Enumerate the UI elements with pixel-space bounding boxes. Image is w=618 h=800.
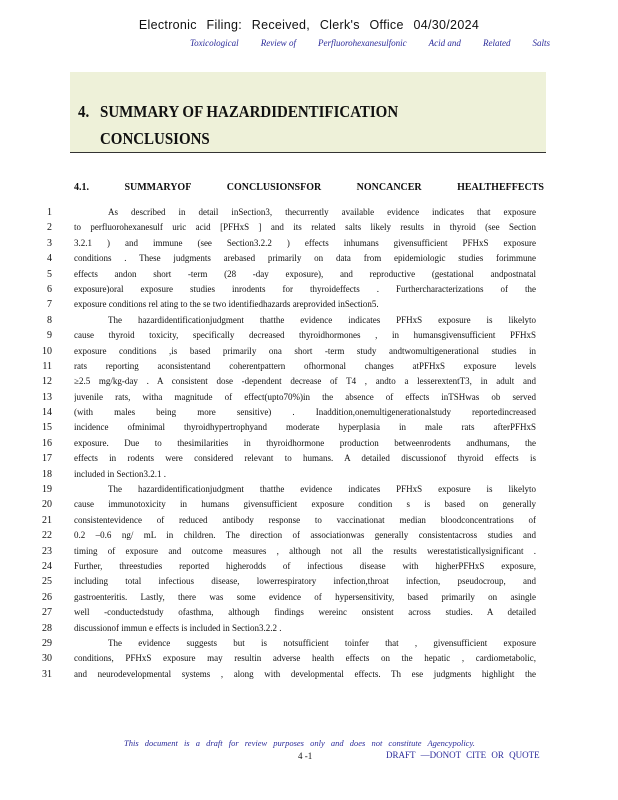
text-line	[0, 621, 618, 636]
chapter-title-box	[70, 72, 546, 153]
subtitle-part: Toxicological	[190, 38, 239, 48]
subtitle-part: Salts	[532, 38, 550, 48]
line-number: 5	[47, 268, 52, 280]
line-number: 19	[42, 484, 52, 496]
line-number: 13	[42, 391, 52, 403]
text-line	[0, 220, 618, 235]
line-text: As described in detail inSection3, thecurrently available evidence indicates that exposure	[108, 207, 536, 217]
text-line	[0, 605, 618, 620]
subtitle-part: Perfluorohexanesulfonic	[317, 38, 407, 48]
line-text: cause thyroid toxicity, specifically decreased thyroidhormones , in humansgivensufficient PFHxS	[74, 330, 536, 341]
text-line	[0, 405, 618, 420]
line-text: exposure conditions ,is based primarily ona short -term study andtwomultigenerational studies in	[74, 345, 536, 356]
text-line	[0, 390, 618, 405]
line-text: including total infectious disease, lowerrespiratory infection,throat infection, pseudocroup, and	[74, 576, 536, 587]
section-title-word: CONCLUSIONSFOR	[226, 182, 322, 193]
line-number: 21	[42, 514, 52, 526]
line-number: 30	[42, 653, 52, 665]
line-number: 26	[42, 591, 52, 603]
chapter-title-line1: SUMMARY OF HAZARDIDENTIFICATION	[100, 102, 399, 121]
text-line	[0, 482, 618, 497]
line-text: and neurodevelopmental systems , along with developmental effects. Th ese judgments highlight the	[74, 668, 536, 679]
line-number: 20	[42, 499, 52, 511]
line-text: incidence ofminimal thyroidhypertrophyand moderate hyperplasia in male rats afterPFHxS	[74, 422, 536, 433]
line-text: The hazardidentificationjudgment thatthe evidence indicates PFHxS exposure is likelyto	[108, 314, 536, 325]
text-line	[0, 328, 618, 343]
numbered-body-text	[0, 205, 618, 682]
text-line	[0, 344, 618, 359]
line-text: well -conductedstudy ofasthma, although findings wereinc onsistent across studies. A detailed	[74, 607, 536, 618]
draft-disclaimer: This document is a draft for review purposes only and does not constitute Agencypolicy.	[124, 738, 475, 748]
text-line	[0, 359, 618, 374]
text-line	[0, 251, 618, 266]
line-number: 16	[42, 437, 52, 449]
line-text: 3.2.1 ) and immune (see Section3.2.2 ) effects inhumans givensufficient PFHxS exposure	[74, 237, 536, 248]
line-text: conditions, PFHxS exposure may resultin adverse health effects on the hepatic , cardiometabolic,	[74, 653, 536, 664]
line-text: discussionof immun e effects is included in Section3.2.2 .	[74, 622, 282, 633]
line-text: Further, threestudies reported higherodds of infectious disease with higherPFHxS exposure,	[74, 560, 536, 571]
subtitle-part: Review of	[260, 38, 296, 48]
text-line	[0, 467, 618, 482]
section-number: 4.1.	[74, 182, 89, 193]
page-number: 4 -1	[298, 751, 313, 761]
line-text: effects in rodents were considered relevant to humans. A detailed discussionof thyroid effects is	[74, 453, 536, 464]
text-line	[0, 513, 618, 528]
text-line	[0, 590, 618, 605]
line-text: included in Section3.2.1 .	[74, 468, 166, 479]
line-text: gastroenteritis. Lastly, there was some evidence of hypersensitivity, based primarily on asingle	[74, 591, 536, 602]
text-line	[0, 436, 618, 451]
text-line	[0, 497, 618, 512]
text-line	[0, 544, 618, 559]
line-number: 10	[42, 345, 52, 357]
line-text: to perfluorohexanesulf uric acid [PFHxS ] and its related salts likely results in thyroid (see Section	[74, 222, 536, 233]
line-text: consistentevidence of reduced antibody response to vaccinationat median bloodconcentrations of	[74, 514, 536, 525]
line-text: (with males being more sensitive) . Inaddition,onemultigenerationalstudy reportedincreased	[74, 407, 536, 418]
line-text: effects andon short -term (28 -day exposure), and reproductive (gestational andpostnatal	[74, 268, 536, 279]
line-number: 9	[47, 330, 52, 342]
line-text: cause immunotoxicity in humans givensufficient exposure condition s is based on generally	[74, 499, 536, 510]
line-number: 11	[42, 360, 52, 372]
chapter-title-line2: CONCLUSIONS	[100, 129, 210, 148]
line-number: 3	[47, 237, 52, 249]
line-text: The evidence suggests but is notsufficient toinfer that , givensufficient exposure	[108, 637, 536, 648]
text-line	[0, 297, 618, 312]
line-number: 17	[42, 453, 52, 465]
text-line	[0, 559, 618, 574]
line-text: ≥2.5 mg/kg-day . A consistent dose -dependent decrease of T4 , andto a lesserextentT3, in adult and	[74, 376, 536, 387]
line-text: The hazardidentificationjudgment thatthe evidence indicates PFHxS exposure is likelyto	[108, 484, 536, 495]
section-title-word: NONCANCER	[356, 182, 422, 193]
line-number: 12	[42, 376, 52, 388]
line-number: 1	[47, 207, 52, 218]
chapter-title	[78, 98, 500, 152]
document-subtitle	[190, 38, 550, 48]
section-heading	[74, 182, 544, 193]
text-line	[0, 420, 618, 435]
line-number: 23	[42, 545, 52, 557]
line-text: juvenile rats, witha magnitude of effect(upto70%)in the absence of effects inTSHwas ob served	[74, 391, 536, 402]
line-number: 22	[42, 530, 52, 542]
chapter-number: 4.	[78, 102, 90, 121]
line-number: 29	[42, 637, 52, 649]
line-text: conditions . These judgments arebased primarily on data from epidemiologic studies forimmune	[74, 253, 536, 264]
line-text: exposure)oral exposure studies inrodents for thyroideffects . Furthercharacterizations of the	[74, 283, 536, 294]
line-number: 7	[47, 299, 52, 311]
filing-header: Electronic Filing: Received, Clerk's Office 04/30/2024	[138, 18, 480, 32]
line-number: 8	[47, 314, 52, 326]
line-number: 27	[42, 607, 52, 619]
text-line	[0, 667, 618, 682]
draft-notice: DRAFT —DONOT CITE OR QUOTE	[386, 750, 540, 760]
line-number: 4	[47, 253, 52, 265]
text-line	[0, 282, 618, 297]
text-line	[0, 313, 618, 328]
line-number: 15	[42, 422, 52, 434]
line-text: exposure conditions rel ating to the se two identifiedhazards areprovided inSection5.	[74, 299, 379, 310]
section-title-word: HEALTHEFFECTS	[457, 182, 544, 193]
subtitle-part: Acid and	[428, 38, 461, 48]
text-line	[0, 651, 618, 666]
line-number: 14	[42, 407, 52, 419]
text-line	[0, 236, 618, 251]
text-line	[0, 528, 618, 543]
line-number: 24	[42, 560, 52, 572]
text-line	[0, 205, 618, 220]
line-number: 31	[42, 668, 52, 680]
subtitle-part: Related	[482, 38, 511, 48]
line-text: 0.2 –0.6 ng/ mL in children. The direction of associationwas generally consistentacross studies and	[74, 530, 536, 541]
section-title-word: SUMMARYOF	[124, 182, 192, 193]
text-line	[0, 374, 618, 389]
line-text: timing of exposure and outcome measures , although not all the results werestatisticallysignificant .	[74, 545, 536, 556]
line-number: 6	[47, 283, 52, 295]
text-line	[0, 636, 618, 651]
line-number: 2	[47, 222, 52, 234]
text-line	[0, 574, 618, 589]
line-number: 18	[42, 468, 52, 480]
line-text: exposure. Due to thesimilarities in thyroidhormone production betweenrodents andhumans, the	[74, 437, 536, 448]
line-number: 25	[42, 576, 52, 588]
line-text: rats reporting aconsistentand coherentpattern ofhormonal changes atPFHxS exposure levels	[74, 360, 536, 371]
line-number: 28	[42, 622, 52, 634]
text-line	[0, 267, 618, 282]
text-line	[0, 451, 618, 466]
